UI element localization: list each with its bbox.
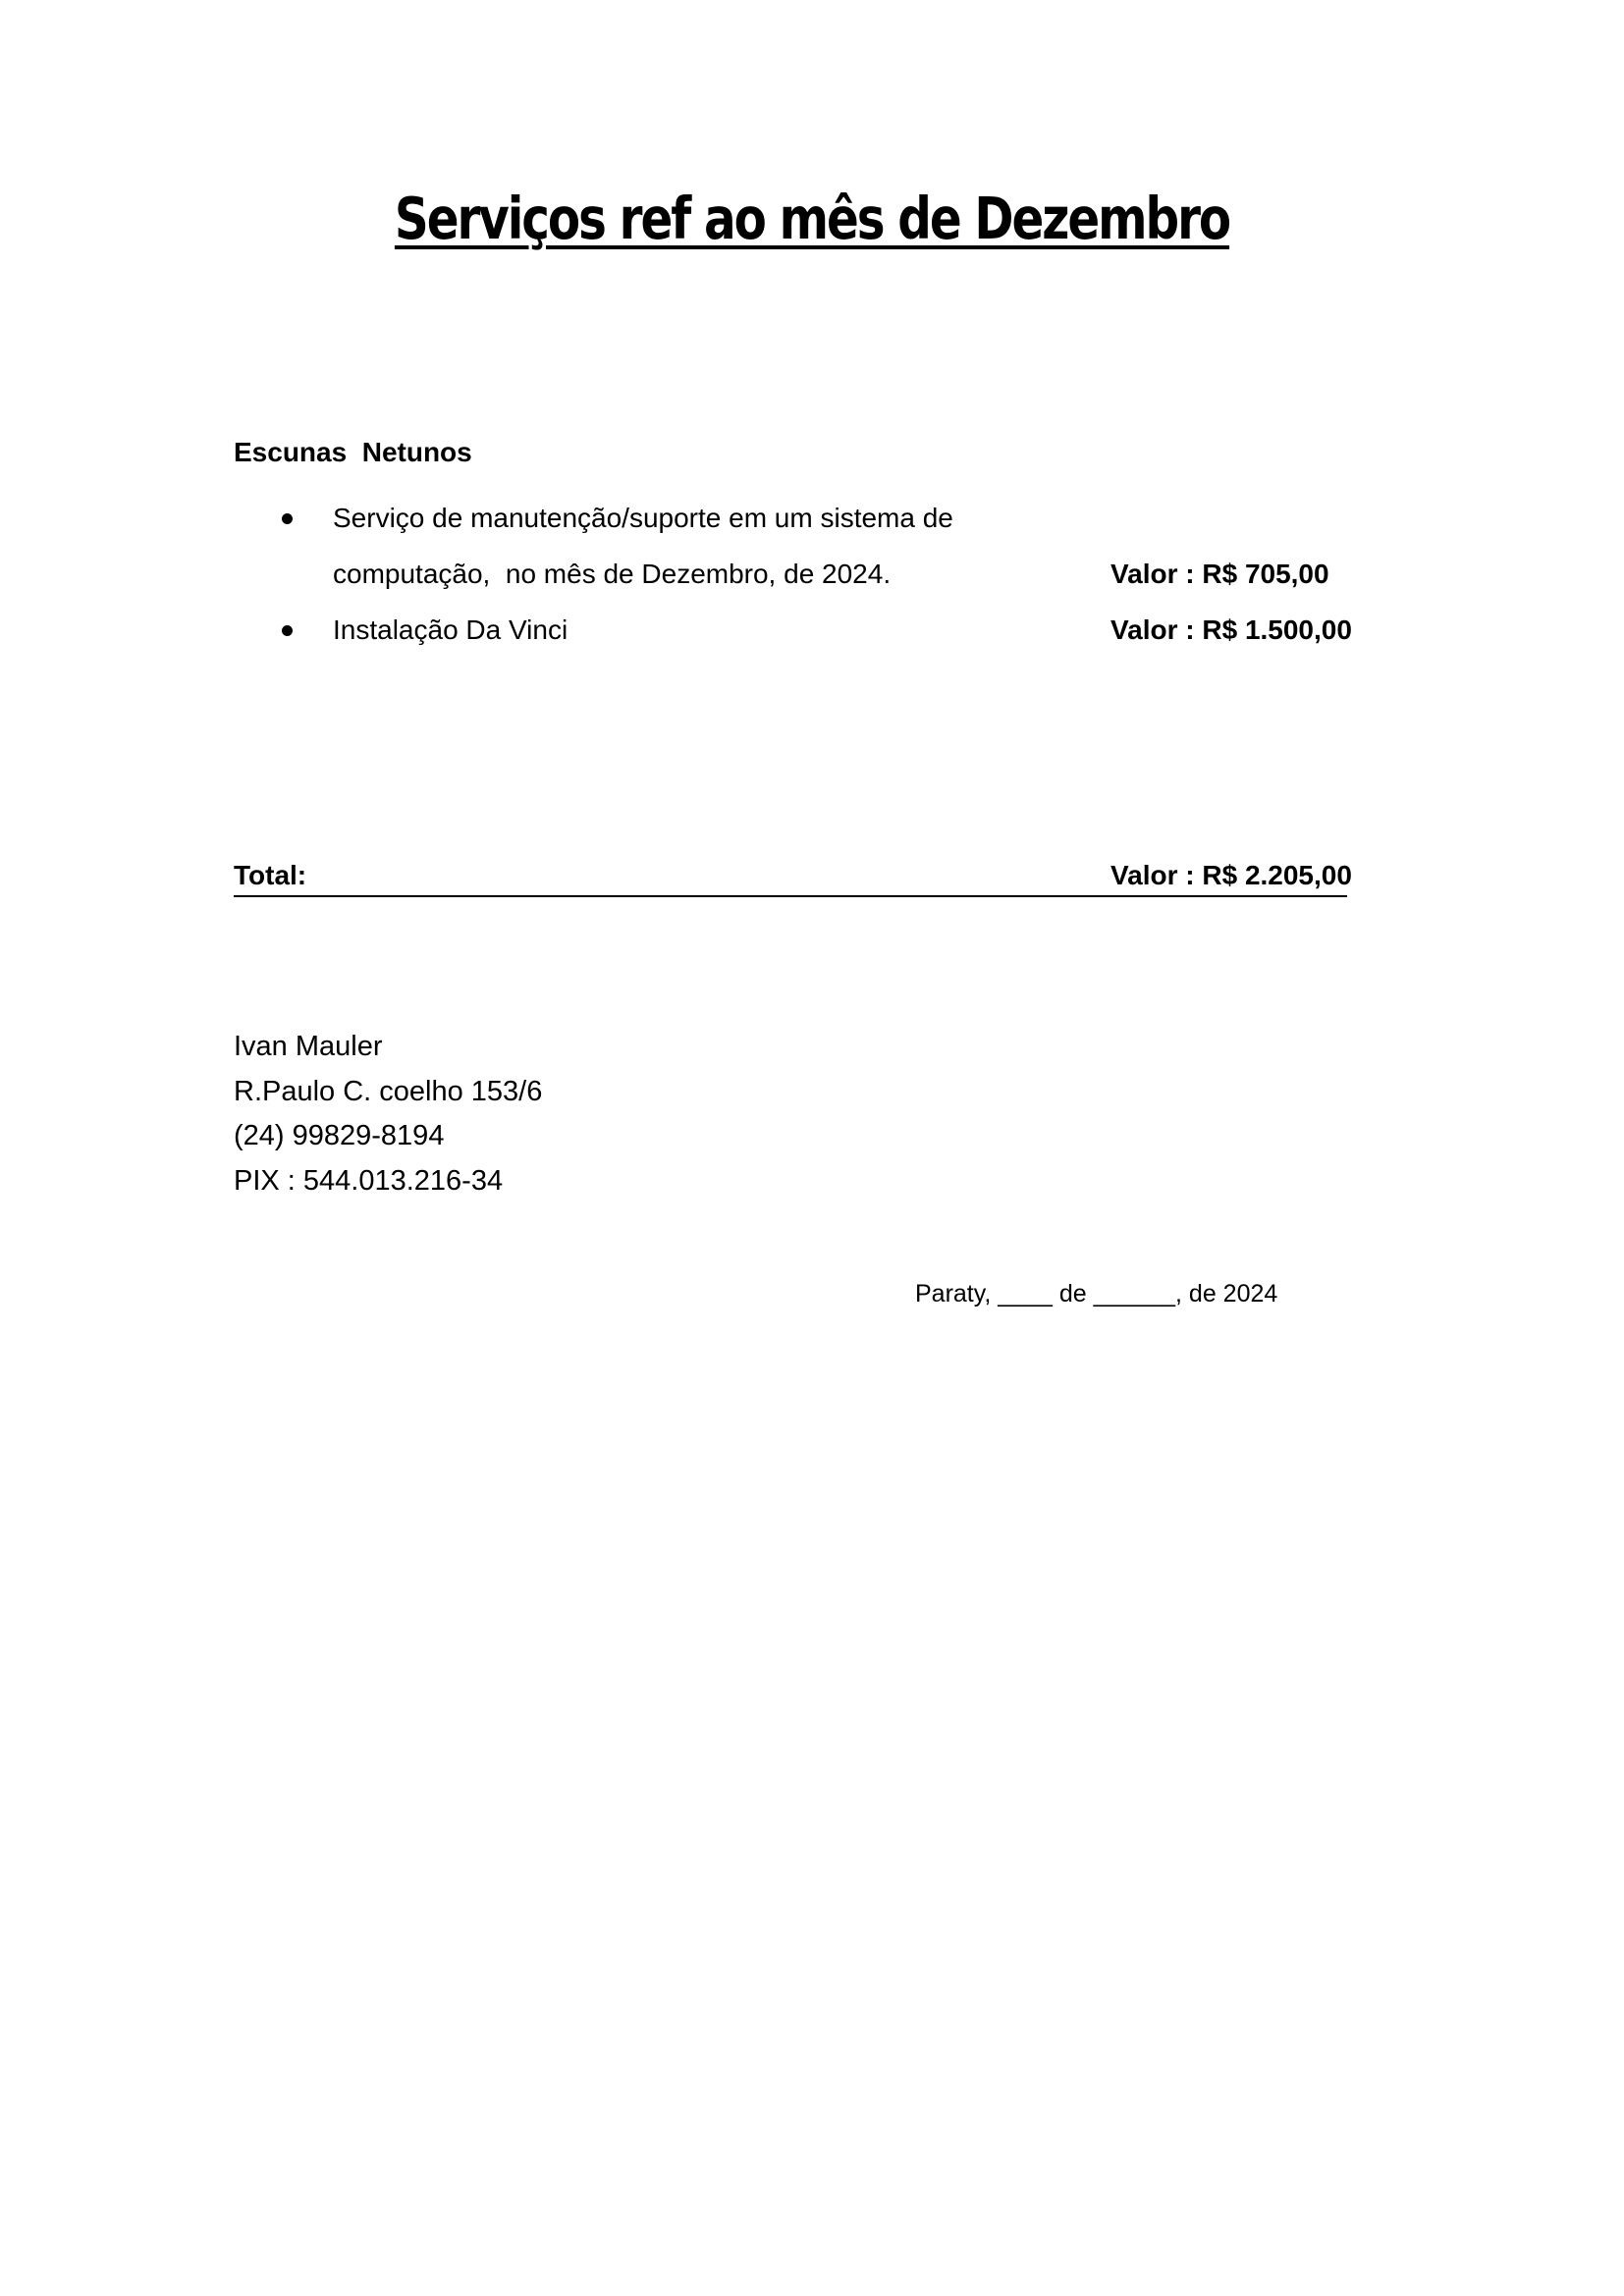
document-title-text: Serviços ref ao mês de Dezembro [394, 185, 1230, 252]
contact-address: R.Paulo C. coelho 153/6 [234, 1076, 543, 1107]
item-2-description: Instalação Da Vinci [333, 614, 568, 645]
date-line: Paraty, ____ de ______, de 2024 [915, 1280, 1278, 1308]
contact-phone: (24) 99829-8194 [234, 1120, 445, 1151]
item-1-value: Valor : R$ 705,00 [1110, 559, 1329, 589]
item-1-description-line-2: computação, no mês de Dezembro, de 2024. [333, 559, 892, 589]
total-label: Total: [234, 860, 307, 890]
contact-name: Ivan Mauler [234, 1031, 383, 1062]
document-title [146, 185, 1478, 252]
total-row [234, 860, 1352, 897]
item-2-value: Valor : R$ 1.500,00 [1110, 614, 1352, 645]
contact-pix: PIX : 544.013.216-34 [234, 1165, 504, 1197]
total-value: Valor : R$ 2.205,00 [1110, 860, 1352, 890]
bullet-icon [282, 513, 293, 524]
item-1-description-line-1: Serviço de manutenção/suporte em um sistema de [333, 503, 953, 533]
client-name: Escunas Netunos [234, 437, 472, 467]
bullet-icon [282, 625, 293, 636]
